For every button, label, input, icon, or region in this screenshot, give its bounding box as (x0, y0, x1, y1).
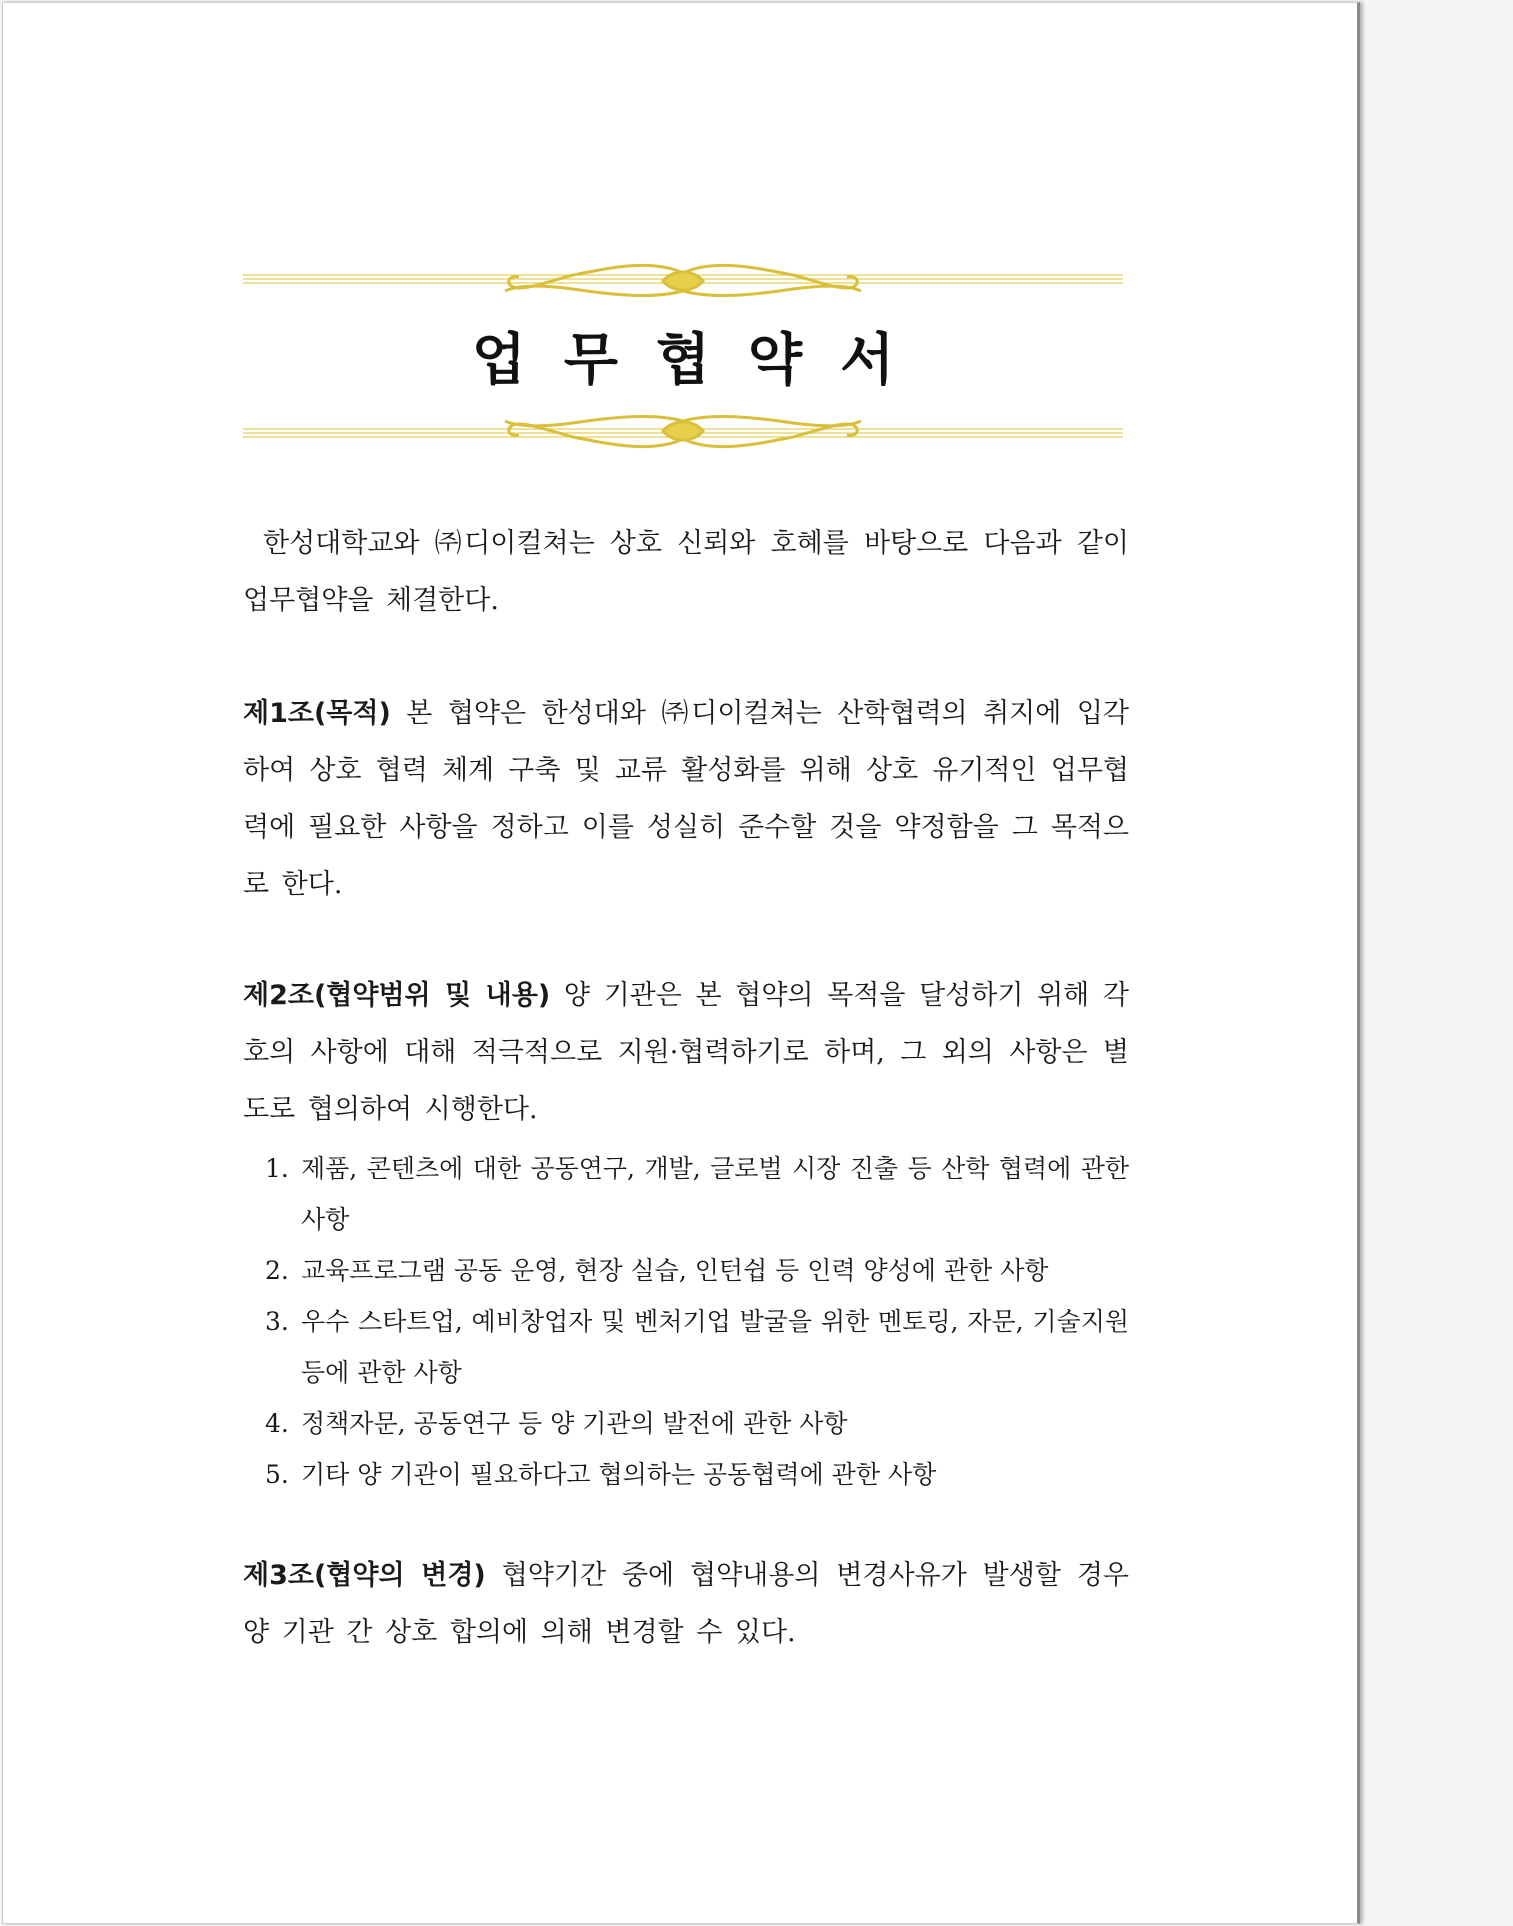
list-item-number: 4. (265, 1409, 289, 1438)
article-2 (243, 967, 1129, 1138)
list-item-number: 1. (265, 1154, 289, 1183)
list-item-text: 정책자문, 공동연구 등 양 기관의 발전에 관한 사항 (301, 1409, 848, 1438)
list-item (265, 1398, 1129, 1449)
article-2-text: 양 기관은 본 협약의 목적을 달성하기 위해 각 호의 사항에 대해 적극적으로 지원·협력하기로 하며, 그 외의 사항은 별도로 협의하여 시행한다. (243, 980, 1129, 1125)
list-item (265, 1245, 1129, 1296)
gold-ornament-bottom (243, 411, 1123, 451)
gold-ornament-top (243, 261, 1123, 301)
list-item (265, 1143, 1129, 1245)
article-2-item-list (265, 1143, 1129, 1500)
list-item-number: 3. (265, 1307, 289, 1336)
list-item-text: 우수 스타트업, 예비창업자 및 벤처기업 발굴을 위한 멘토링, 자문, 기술지원 등에 관한 사항 (301, 1307, 1129, 1387)
article-1-text: 본 협약은 한성대와 ㈜디이컬쳐는 산학협력의 취지에 입각하여 상호 협력 체계 구축 및 교류 활성화를 위해 상호 유기적인 업무협력에 필요한 사항을 정하고 이를 성실히 준수할 것을 약정함을 그 목적으로 한다. (243, 698, 1129, 900)
article-1 (243, 685, 1129, 913)
article-3-heading: 제3조(협약의 변경) (243, 1560, 486, 1591)
document-title: 업무협약서 (471, 328, 933, 393)
article-2-heading: 제2조(협약범위 및 내용) (243, 980, 551, 1011)
intro-paragraph: 한성대학교와 ㈜디이컬쳐는 상호 신뢰와 호혜를 바탕으로 다음과 같이 업무협약을 체결한다. (243, 528, 1129, 616)
list-item-text: 교육프로그램 공동 운영, 현장 실습, 인턴쉽 등 인력 양성에 관한 사항 (301, 1256, 1049, 1285)
list-item-number: 5. (265, 1460, 289, 1489)
list-item-text: 기타 양 기관이 필요하다고 협의하는 공동협력에 관한 사항 (301, 1460, 937, 1489)
document-page (2, 2, 1360, 1924)
list-item-number: 2. (265, 1256, 289, 1285)
list-item (265, 1296, 1129, 1398)
list-item (265, 1449, 1129, 1500)
list-item-text: 제품, 콘텐츠에 대한 공동연구, 개발, 글로벌 시장 진출 등 산학 협력에 관한 사항 (301, 1154, 1129, 1234)
article-1-heading: 제1조(목적) (243, 698, 391, 729)
article-3-text: 협약기간 중에 협약내용의 변경사유가 발생할 경우 양 기관 간 상호 합의에 의해 변경할 수 있다. (243, 1560, 1129, 1648)
article-3 (243, 1547, 1129, 1661)
